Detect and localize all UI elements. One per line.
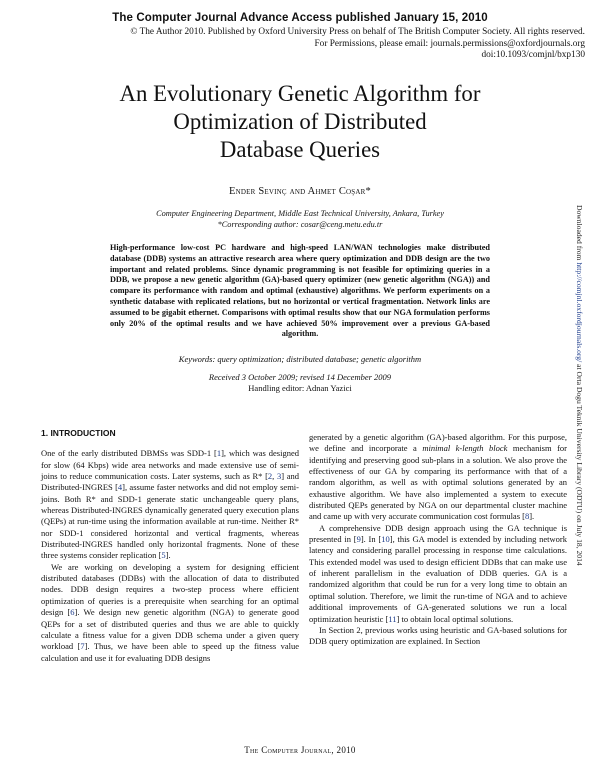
affiliation-block — [60, 208, 540, 230]
paragraph: generated by a genetic algorithm (GA)-based algorithm. For this purpose, we define and incorporate a minimal k-length block mechanism for identifying and preserving good sub-plans in a solution. We also prove the effectiveness of our GA by comparing its performance with that of a random algorithm, as well as with optimal solutions generated by an exhaustive algorithm. We have also implemented a system to execute distributed QEPs generated by NGA on our departmental cluster machine and came up with very accurate communication cost formulas [8]. — [309, 432, 567, 522]
citation-link[interactable]: 2 — [267, 471, 273, 482]
citation-link[interactable]: 11 — [388, 613, 397, 624]
right-column — [309, 432, 567, 648]
permissions-line: For Permissions, please email: journals.permissions@oxfordjournals.org — [314, 38, 585, 49]
doi-line: doi:10.1093/comjnl/bxp130 — [481, 50, 585, 60]
journal-advance-access-line: The Computer Journal Advance Access published January 15, 2010 — [112, 12, 488, 24]
header-copyright-block — [25, 27, 585, 62]
download-notice-text: Downloaded from http://comjnl.oxfordjournals.org/ at Orta Dogu Teknik University Library (ODTU) on July 18, 2014 — [575, 205, 584, 566]
citation-link[interactable]: 1 — [216, 448, 222, 459]
title-line: An Evolutionary Genetic Algorithm for — [119, 81, 481, 106]
citation-link[interactable]: 8 — [524, 511, 530, 522]
title-line: Optimization of Distributed — [173, 109, 427, 134]
left-column — [41, 428, 299, 664]
received-block — [60, 372, 540, 394]
paragraph: In Section 2, previous works using heuristic and GA-based solutions for DDB query optimization are explained. In Section — [309, 624, 567, 647]
citation-link[interactable]: 4 — [117, 482, 123, 493]
citation-link[interactable]: 10 — [381, 534, 390, 545]
corresponding-author: *Corresponding author: cosar@ceng.metu.edu.tr — [217, 220, 383, 229]
citation-link[interactable]: 9 — [356, 534, 361, 545]
download-notice — [577, 205, 591, 635]
citation-link[interactable]: 6 — [70, 607, 75, 618]
title-line: Database Queries — [219, 137, 381, 162]
citation-link[interactable]: 3 — [276, 471, 282, 482]
section-heading: 1. INTRODUCTION — [41, 428, 116, 438]
paper-title — [60, 80, 540, 164]
affiliation: Computer Engineering Department, Middle East Technical University, Ankara, Turkey — [156, 209, 444, 218]
page-footer: The Computer Journal, 2010 — [244, 745, 356, 755]
authors: Ender Sevinç and Ahmet Coşar* — [229, 186, 371, 197]
download-link[interactable]: http://comjnl.oxfordjournals.org/ — [575, 262, 584, 363]
citation-link[interactable]: 7 — [80, 641, 85, 652]
abstract: High-performance low-cost PC hardware and high-speed LAN/WAN technologies make distributed database (DDB) systems an attractive research area where query optimization and DDB design are the two important and related problems. Since dynamic programming is not feasible for optimizing queries in a DDB, we propose a new genetic algorithm (GA)-based query optimizer (new genetic algorithm (NGA)) and compare its performance with random and optimal (exhaustive) algorithms. We perform experiments on a synthetic database with replicated relations, but no horizontal or vertical fragmentation. Network links are assumed to be gigabit ethernet. Comparisons with optimal results show that our NGA formulation performs only 20% of the optimal results and we have achieved 50% improvement over a previous GA-based algorithm. — [110, 243, 490, 339]
copyright-line: © The Author 2010. Published by Oxford University Press on behalf of The British Computer Society. All rights reserved. — [130, 27, 585, 37]
paragraph: We are working on developing a system for designing efficient distributed databases (DDBs) with the allocation of data to distributed nodes. DDB design requires a two-step process where efficient optimization of queries is a prerequisite when searching for an optimal design [6]. We design new genetic algorithm (NGA) to generate good QEPs for a set of distributed queries and thus we are able to quickly calculate a fitness value for a given DDB schema under a given query workload [7]. Thus, we have been able to speed up the fitness value calculation and use it for evaluating DDB designs — [41, 561, 299, 663]
received-dates: Received 3 October 2009; revised 14 December 2009 — [208, 372, 392, 382]
handling-editor: Handling editor: Adnan Yazici — [248, 383, 352, 393]
paragraph: A comprehensive DDB design approach using the GA technique is presented in [9]. In [10], this GA model is extended by including network latency and considering parallel processing in response time calculations. This extended model was used to design efficient DDBs that can make use of inherent parallelism in the evaluation of DDB queries. GA is a randomized algorithm that could be run for a very long time to obtain an optimal solution. Therefore, we limit the run-time of NGA and to achieve additional improvements of GA-generated solutions we run a local optimization heuristic [11] to obtain local optimal solutions. — [309, 522, 568, 624]
citation-link[interactable]: 5 — [161, 550, 166, 561]
paragraph: One of the early distributed DBMSs was SDD-1 [1], which was designed for slow (64 Kbps) wide area networks and made extensive use of semi-joins to reduce communication costs. Later systems, such as R* [2, 3] and Distributed-INGRES [4], assume faster networks and did not employ semi-joins. Both R* and SDD-1 generate static unchangeable query plans, whereas Distributed-INGRES dynamically generated query execution plans (QEPs) at run-time using the information available at run-time. Neither R* nor SDD-1 considered horizontal and vertical fragments, whereas Distributed-INGRES handled only horizontal fragments. None of these three systems consider replication [5]. — [41, 448, 300, 561]
keywords: Keywords: query optimization; distributed database; genetic algorithm — [178, 354, 422, 364]
